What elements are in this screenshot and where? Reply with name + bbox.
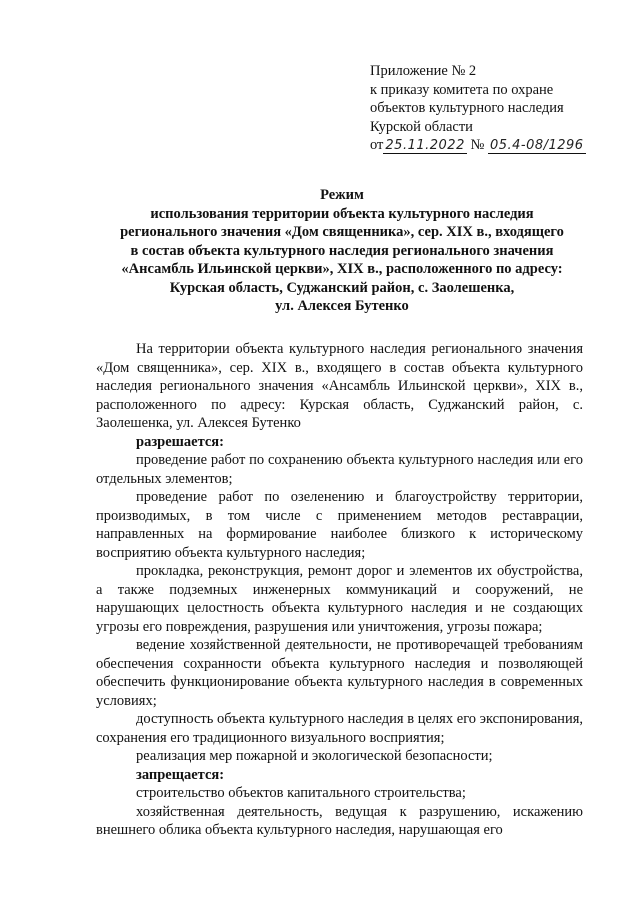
- title-line-2: использования территории объекта культурного наследия: [150, 205, 534, 222]
- allowed-item: ведение хозяйственной деятельности, не противоречащей требованиям обеспечения сохранности объекта культурного наследия и позволяющей обеспечить функционирование объекта культурного наследия в современных условиях;: [96, 637, 583, 709]
- number-sign: №: [470, 137, 485, 153]
- title-line-3: регионального значения «Дом священника», сер. XIX в., входящего: [120, 224, 564, 240]
- allowed-heading: разрешается:: [136, 433, 224, 450]
- appendix-order-line: к приказу комитета по охране: [370, 81, 554, 98]
- appendix-committee-line: объектов культурного наследия: [370, 100, 564, 116]
- allowed-item: реализация мер пожарной и экологической безопасности;: [136, 748, 493, 764]
- document-body: [96, 340, 583, 840]
- appendix-date-number-line: [370, 136, 632, 156]
- appendix-region-line: Курской области: [370, 118, 473, 135]
- appendix-title: Приложение № 2: [370, 63, 477, 79]
- title-line-5: «Ансамбль Ильинской церкви», XIX в., расположенного по адресу:: [121, 261, 563, 277]
- from-prefix: от: [370, 137, 384, 153]
- forbidden-heading: запрещается:: [136, 766, 225, 783]
- intro-paragraph: На территории объекта культурного наследия регионального значения «Дом священника», сер. XIX в., входящего в состав объекта культурного наследия регионального значения «Ансамбль Ильинской церкви», XIX в., расположенного по адресу: Курская область, Суджанский район, с. Заолешенка, ул. Алексея Бутенко: [96, 341, 583, 431]
- forbidden-item: строительство объектов капитального строительства;: [136, 785, 466, 801]
- allowed-item: проведение работ по озеленению и благоустройству территории, производимых, в том числе с применением методов реставрации, направленных на формирование наиболее близкого к историческому восприятию объекта культурного наследия;: [96, 489, 583, 561]
- handwritten-date: 25.11.2022: [385, 138, 465, 153]
- title-line-7: ул. Алексея Бутенко: [275, 298, 409, 314]
- appendix-block: [370, 62, 632, 156]
- allowed-item: проведение работ по сохранению объекта культурного наследия или его отдельных элементов;: [96, 452, 583, 487]
- title-line-6: Курская область, Суджанский район, с. Заолешенка,: [169, 279, 515, 296]
- document-title: [96, 186, 588, 316]
- allowed-item: прокладка, реконструкция, ремонт дорог и элементов их обустройства, а также подземных инженерных коммуникаций и сооружений, не нарушающих целостность объекта культурного наследия и не создающих угрозы его повреждения, разрушения или уничтожения, угрозы пожара;: [96, 563, 583, 635]
- handwritten-order-number: 05.4-08/1296: [489, 138, 584, 153]
- title-line-1: Режим: [320, 187, 364, 203]
- forbidden-item: хозяйственная деятельность, ведущая к разрушению, искажению внешнего облика объекта культурного наследия, нарушающая его: [96, 803, 583, 838]
- title-line-4: в состав объекта культурного наследия регионального значения: [130, 242, 554, 259]
- allowed-item: доступность объекта культурного наследия в целях его экспонирования, сохранения его традиционного визуального восприятия;: [96, 711, 583, 746]
